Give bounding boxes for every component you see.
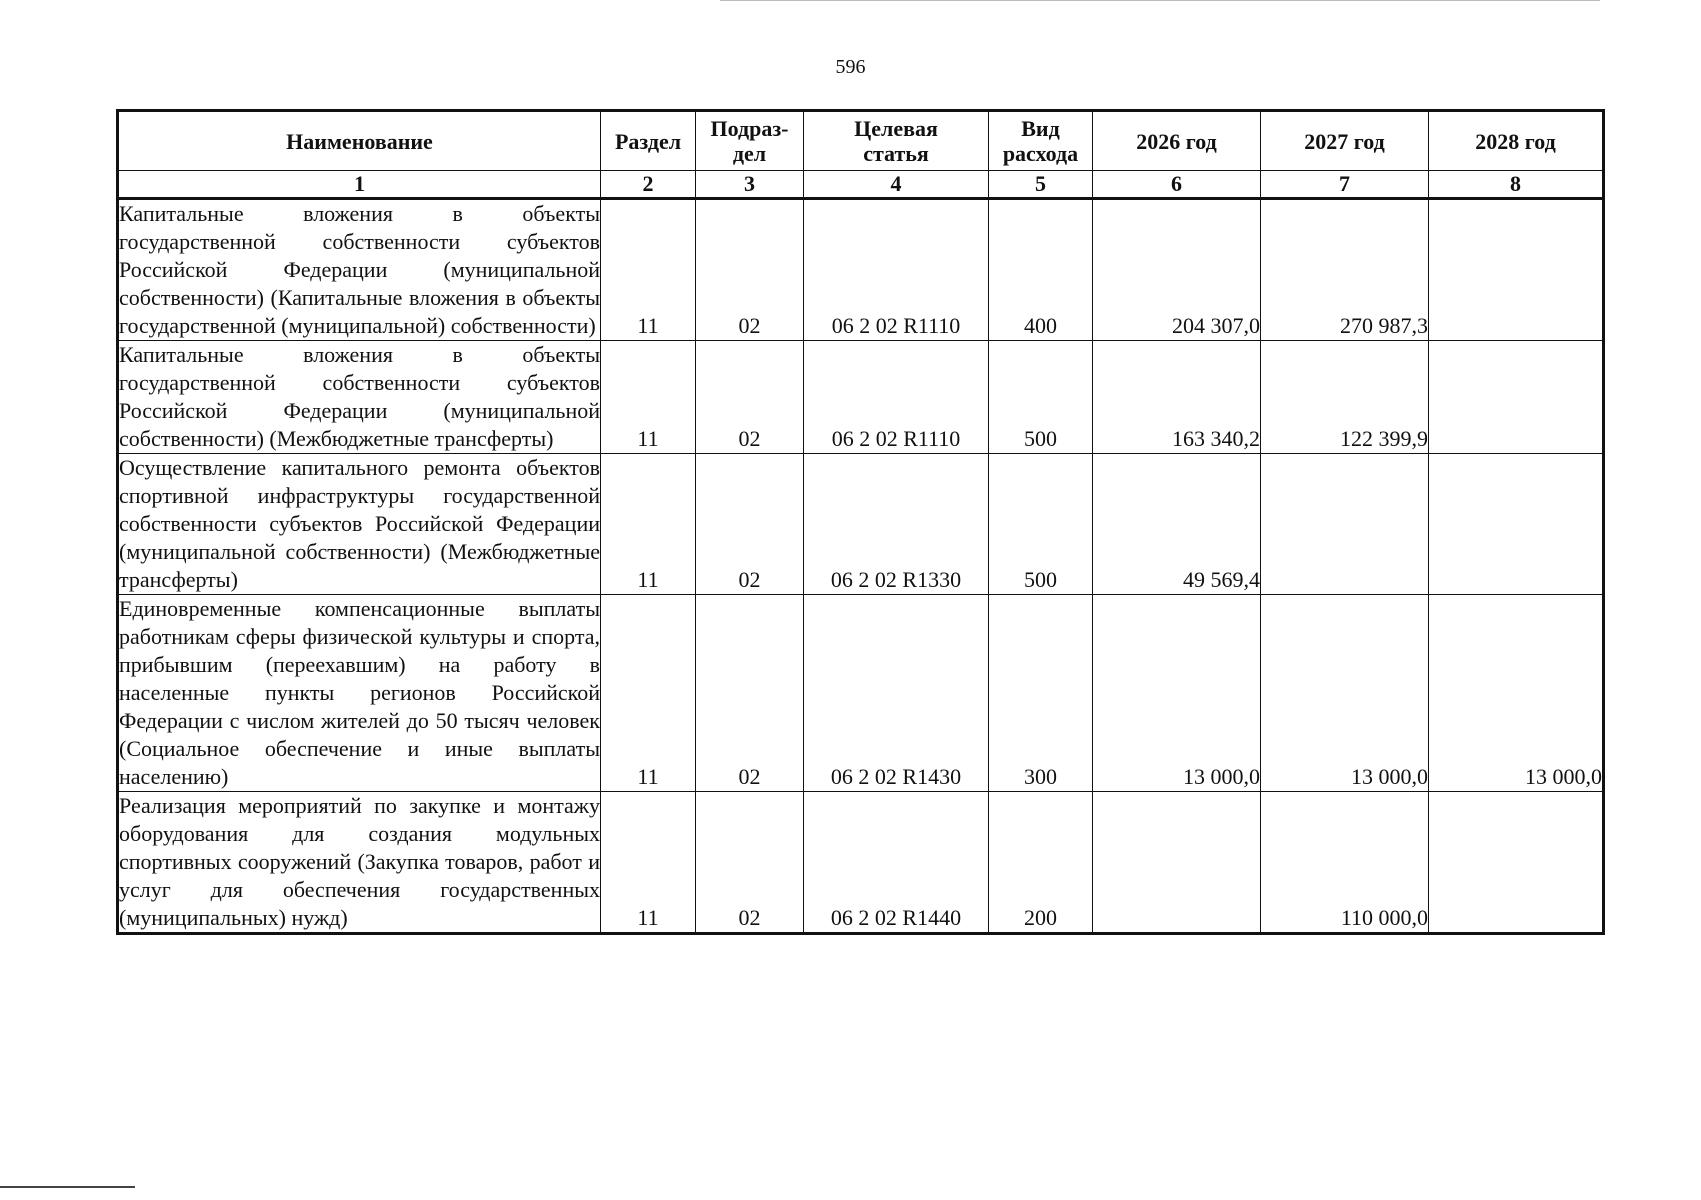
table-row [119, 454, 1603, 595]
row-2028: 13 000,0 [1429, 595, 1603, 792]
row-2026 [1093, 792, 1261, 933]
header-2027: 2027 год [1261, 112, 1429, 171]
row-target: 06 2 02 R1440 [804, 792, 989, 933]
header-vid: Вид расхода [989, 112, 1093, 171]
table-row [119, 595, 1603, 792]
column-number: 3 [696, 171, 804, 199]
row-razdel: 11 [601, 454, 696, 595]
budget-table [118, 111, 1603, 933]
row-2028 [1429, 341, 1603, 454]
column-number: 2 [601, 171, 696, 199]
row-name: Осуществление капитального ремонта объектов спортивной инфраструктуры государственной собственности субъектов Российской Федерации (муниципальной собственности) (Межбюджетные трансферты) [119, 454, 601, 595]
column-number: 1 [119, 171, 601, 199]
scan-artifact-bottom [0, 1186, 135, 1188]
header-2028: 2028 год [1429, 112, 1603, 171]
row-name: Единовременные компенсационные выплаты работникам сферы физической культуры и спорта, прибывшим (переехавшим) на работу в населенные пункты регионов Российской Федерации с числом жителей до 50 тысяч человек (Социальное обеспечение и иные выплаты населению) [119, 595, 601, 792]
table-row [119, 199, 1603, 341]
row-vid: 200 [989, 792, 1093, 933]
table-row [119, 792, 1603, 933]
row-2027: 110 000,0 [1261, 792, 1429, 933]
row-2028 [1429, 792, 1603, 933]
row-2026: 204 307,0 [1093, 199, 1261, 341]
row-razdel: 11 [601, 595, 696, 792]
scan-artifact-top [720, 0, 1600, 1]
column-number: 7 [1261, 171, 1429, 199]
row-2028 [1429, 454, 1603, 595]
header-target: Целевая статья [804, 112, 989, 171]
row-2026: 163 340,2 [1093, 341, 1261, 454]
header-name: Наименование [119, 112, 601, 171]
row-target: 06 2 02 R1110 [804, 199, 989, 341]
row-target: 06 2 02 R1110 [804, 341, 989, 454]
row-2027 [1261, 454, 1429, 595]
row-vid: 500 [989, 454, 1093, 595]
row-razdel: 11 [601, 199, 696, 341]
row-name: Капитальные вложения в объекты государственной собственности субъектов Российской Федерации (муниципальной собственности) (Межбюджетные трансферты) [119, 341, 601, 454]
row-2026: 49 569,4 [1093, 454, 1261, 595]
column-numbers-row [119, 171, 1603, 199]
row-podrazdel: 02 [696, 792, 804, 933]
row-razdel: 11 [601, 341, 696, 454]
column-number: 5 [989, 171, 1093, 199]
column-number: 4 [804, 171, 989, 199]
row-podrazdel: 02 [696, 199, 804, 341]
row-name: Капитальные вложения в объекты государственной собственности субъектов Российской Федерации (муниципальной собственности) (Капитальные вложения в объекты государственной (муниципальной) собственности) [119, 199, 601, 341]
row-target: 06 2 02 R1430 [804, 595, 989, 792]
row-target: 06 2 02 R1330 [804, 454, 989, 595]
row-razdel: 11 [601, 792, 696, 933]
row-podrazdel: 02 [696, 341, 804, 454]
row-2027: 270 987,3 [1261, 199, 1429, 341]
row-podrazdel: 02 [696, 595, 804, 792]
row-vid: 400 [989, 199, 1093, 341]
header-podrazdel: Подраз-дел [696, 112, 804, 171]
page-number: 596 [835, 56, 866, 78]
column-number: 8 [1429, 171, 1603, 199]
row-2027: 122 399,9 [1261, 341, 1429, 454]
row-podrazdel: 02 [696, 454, 804, 595]
row-2027: 13 000,0 [1261, 595, 1429, 792]
column-number: 6 [1093, 171, 1261, 199]
header-razdel: Раздел [601, 112, 696, 171]
header-row [119, 112, 1603, 171]
row-2028 [1429, 199, 1603, 341]
row-2026: 13 000,0 [1093, 595, 1261, 792]
row-name: Реализация мероприятий по закупке и монтажу оборудования для создания модульных спортивных сооружений (Закупка товаров, работ и услуг для обеспечения государственных (муниципальных) нужд) [119, 792, 601, 933]
row-vid: 500 [989, 341, 1093, 454]
table-row [119, 341, 1603, 454]
row-vid: 300 [989, 595, 1093, 792]
header-2026: 2026 год [1093, 112, 1261, 171]
